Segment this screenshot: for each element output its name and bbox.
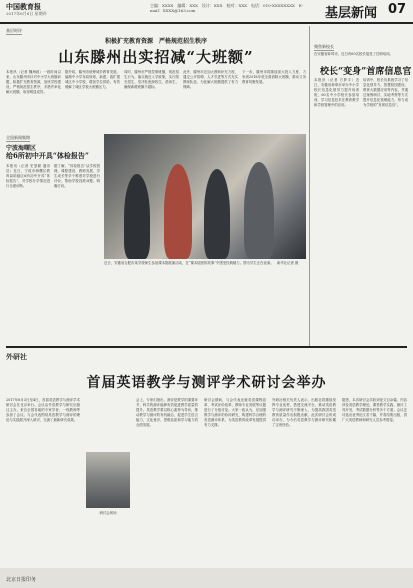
bottom-column-2: 会上，专家们指出，测评是教学的重要环节，科学的测评能够有效促进教学质量的提升。英语教学要以核心素养为导向，推动教学与测评的有机融合，促进学生语言能力、文化意识、思维品质和学习能力的全面发展。 xyxy=(136,398,198,427)
lead-kicker: 积极扩充教育资源 严格规范招生秩序 xyxy=(104,38,207,45)
sidebar-column-1: 本报讯（记者 方梦宇）近日，安徽省蚌埠市举办中小学校长信息化领导力提升培训班，60名中小学校长参加培训，学习信息技术在教育教学和学校管理中的应用。 xyxy=(314,78,359,107)
bottom-column-3: 研讨会期间，与会代表还就英语课程改革、考试评价改革、教师专业发展等议题进行了分组讨论。大家一致认为，应加强教学与测评的协同研究，构建科学合理的英语测评体系，为英语教育改革发展提供有力支撑。 xyxy=(204,398,266,427)
event-photo xyxy=(86,452,130,508)
editor-info: 主编：XXXX 编辑：XXX 设计：XXX 校对：XXX 电话：010-XXXXXXXX E-mail：XXXX@163.com xyxy=(150,3,304,13)
bottom-tag: 外研社 xyxy=(6,353,27,361)
sidebar-tag: 聚焦新校长 xyxy=(314,44,334,49)
second-headline: 给6所初中开具“体检报告” xyxy=(6,151,89,160)
event-photo-caption: 研讨会现场 xyxy=(99,511,117,515)
paper-logo: 中国教育报 xyxy=(6,2,41,11)
bottom-column-4: 外研社相关负责人表示，出版社将继续发挥专业优势，搭建交流平台，推动英语教学与测评研究不断深入，为提高我国英语教育质量作出积极贡献。此次研讨会的成功举办，为今后英语教学与测评研究积累了宝贵经验。 xyxy=(272,398,336,427)
photo-figure xyxy=(164,164,192,259)
second-column-1: 本报讯（记者 史望颖 通讯员）近日，宁波市海曙区教育局给辖区6所初中开具“体检报告”，对学校办学情况进行全面诊断。 xyxy=(6,164,50,188)
news-photo xyxy=(104,134,306,259)
section-divider xyxy=(6,346,407,348)
sidebar-kicker: 在安徽省蚌埠市，近日有60名校长接受了任职培训。 xyxy=(314,52,393,56)
bottom-headline: 首届英语教学与测评学术研讨会举办 xyxy=(86,375,327,391)
second-tag: 全国新闻集锦 xyxy=(6,135,30,140)
section-title: 基层新闻 xyxy=(325,6,378,21)
second-column-2: 据了解，“体检报告”从学校管理、课程建设、教师发展、学生成长等多个维度对学校进行评价，帮助学校找准问题、明确方向。 xyxy=(54,164,100,188)
photo-figure xyxy=(204,169,230,259)
bottom-column-1: 2017年6月3日至4日，首届英语教学与测评学术研讨会在北京举行。会议由外语教学与研究出版社主办，来自全国各地的专家学者、一线教师等参加了会议。与会代表围绕英语教学与测评的理论与实践展开深入研讨，交流了最新研究成果。 xyxy=(6,398,80,422)
second-kicker: 宁波海曙区 xyxy=(6,145,37,152)
issue-date: 2017年6月8日 星期四 xyxy=(6,11,47,16)
footer-strip xyxy=(0,568,413,588)
sidebar-column-2: 培训中，校长们系统学习了信息化领导力、智慧校园建设、教育大数据应用等内容，并通过案例研讨、实地考察等方式提升信息化管理能力，努力成为学校的“首席信息官”。 xyxy=(363,78,408,107)
masthead xyxy=(0,0,413,24)
photo-figure xyxy=(124,174,150,259)
column-rule xyxy=(309,26,310,346)
lead-headline: 山东滕州出实招减“大班额” xyxy=(58,48,254,66)
lead-column-1: 本报讯（记者 魏海政）一段时间以来，山东滕州市针对中小学大班额问题，积极扩充教育资源，加快学校建设，严格规范招生秩序，多措并举化解大班额，取得明显成效。 xyxy=(6,70,61,94)
printer-mark: 北京日报印务 xyxy=(6,577,37,583)
photo-caption: 近日，安徽省合肥市某学校师生参加课本剧展演活动，在“课本剧里的故事”中感受经典魅力。图为学生正在表演。 新华社记者 摄 xyxy=(104,261,299,265)
bottom-column-5: 据悉，本次研讨会共收到论文百余篇，内容涉及英语教学理论、课堂教学实践、测评工具开发、考试数据分析等多个方面。会议还评选出优秀论文若干篇，并将结集出版，供广大英语教师和研究人员参考借鉴。 xyxy=(342,398,407,422)
lead-column-5: 下一步，滕州市将继续加大投入力度，力争到2018年底全面消除大班额，推动义务教育均衡发展。 xyxy=(242,70,306,84)
sidebar-headline: 校长“变身”首席信息官 xyxy=(320,67,412,77)
lead-column-3: 同时，滕州市严格控制班额，规范招生行为，落实就近入学政策，实行阳光招生，坚决杜绝择校生、借读生，确保新增班额不超标。 xyxy=(124,70,179,89)
lead-tag: 基层时评 xyxy=(6,28,22,33)
lead-column-4: 此外，滕州市还加大教师补充力度，通过公开招聘、人才引进等方式充实教师队伍，为化解大班额提供了有力保障。 xyxy=(183,70,238,89)
page-number: 07 xyxy=(388,2,407,17)
photo-figure xyxy=(244,162,274,259)
lead-column-2: 据介绍，滕州市统筹城乡教育发展，编制中小学布局规划，新建、改扩建城区中小学校，增加学位供给，有效缓解了城区学校大班额压力。 xyxy=(65,70,120,89)
